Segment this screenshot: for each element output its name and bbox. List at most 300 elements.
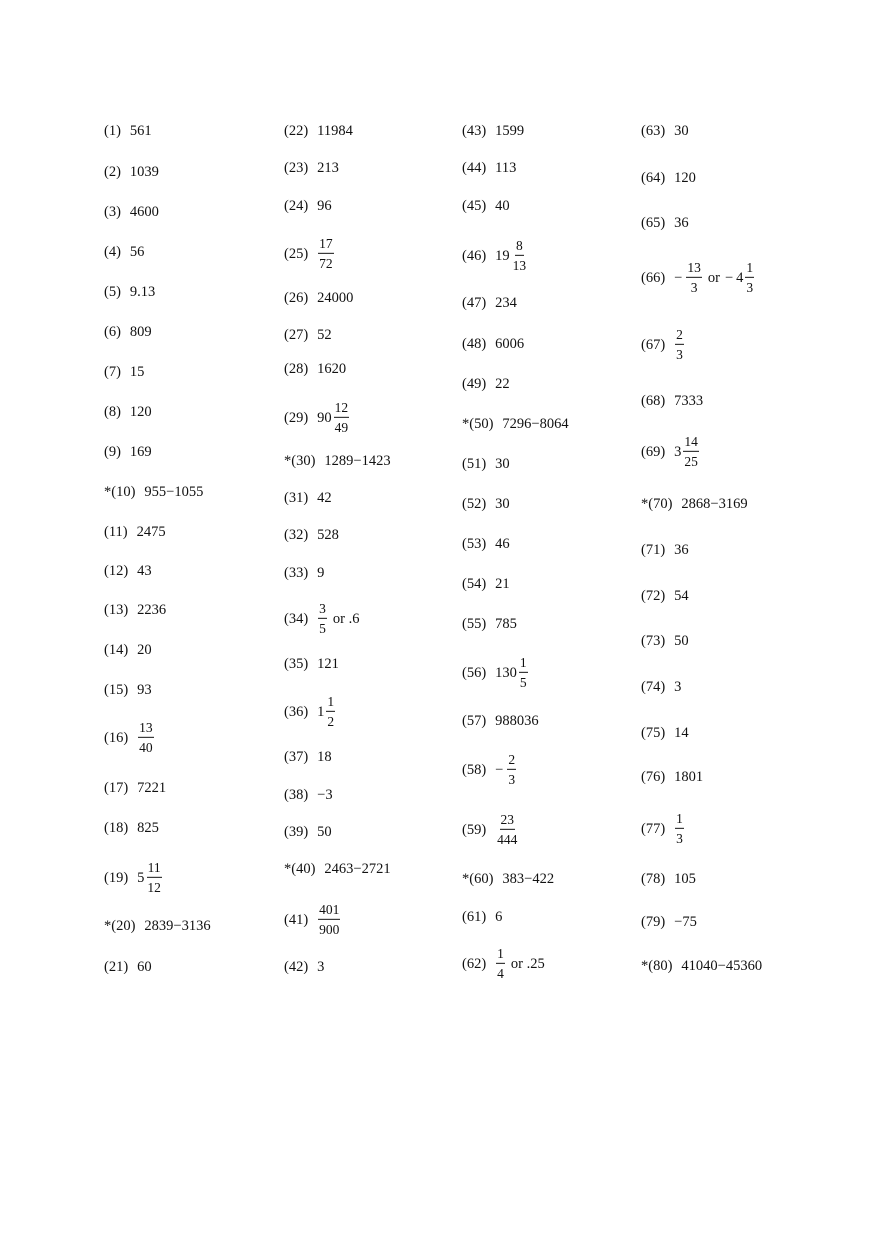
decimal-alternative: or .25: [510, 955, 545, 972]
answer-entry: [104, 325, 152, 340]
fraction: [138, 721, 154, 755]
question-number: (35): [284, 655, 309, 672]
fraction-value: [725, 261, 755, 295]
answer-entry: [284, 960, 324, 975]
question-number: (33): [284, 564, 309, 581]
answer-value: 15: [129, 363, 145, 380]
answer-value: 30: [495, 495, 510, 512]
answer-entry: [641, 394, 703, 409]
answer-value: 1039: [129, 163, 159, 180]
question-number: (27): [284, 326, 309, 343]
fraction-denominator: 3: [746, 280, 754, 295]
question-number: (48): [462, 335, 487, 352]
question-number: (69): [641, 443, 666, 460]
answer-entry: [641, 812, 685, 846]
answer-entry: [284, 657, 339, 672]
question-number: (74): [641, 678, 666, 695]
fraction-whole-part: 1: [317, 703, 325, 720]
answer-value: 1289−1423: [324, 452, 391, 469]
question-number: *(80): [641, 957, 673, 974]
question-number: (55): [462, 615, 487, 632]
answer-value: 4600: [129, 203, 159, 220]
fraction: [318, 903, 340, 937]
question-number: (63): [641, 122, 666, 139]
answer-entry: [104, 245, 144, 260]
answer-entry: [104, 405, 152, 420]
or-separator: or: [707, 269, 720, 286]
question-number: (66): [641, 269, 666, 286]
question-number: (37): [284, 748, 309, 765]
negative-sign: −: [724, 269, 734, 286]
answer-entry: [104, 165, 159, 180]
fraction: [496, 947, 505, 981]
fraction-value: [317, 903, 341, 937]
answer-value: 561: [129, 122, 152, 139]
fraction-value: [495, 753, 517, 787]
answer-value: 14: [674, 724, 689, 741]
answer-entry: [284, 566, 324, 581]
answer-value: 988036: [495, 712, 539, 729]
answer-entry: [462, 910, 502, 925]
fraction-denominator: 5: [519, 675, 527, 690]
fraction-numerator: 17: [318, 237, 334, 254]
answer-entry: [641, 124, 689, 139]
answer-entry: [462, 337, 524, 352]
answer-entry: [462, 656, 529, 690]
question-number: (12): [104, 562, 129, 579]
answer-entry: [462, 457, 510, 472]
answer-entry: [462, 537, 510, 552]
fraction-denominator: 444: [497, 832, 518, 847]
question-number: (42): [284, 958, 309, 975]
answer-entry: [104, 821, 159, 836]
fraction: [675, 328, 684, 362]
question-number: (67): [641, 336, 666, 353]
question-number: (11): [104, 523, 128, 540]
answer-entry: [462, 577, 510, 592]
fraction: [334, 401, 350, 435]
answer-entry: [284, 903, 341, 937]
question-number: (9): [104, 443, 121, 460]
answer-value: 105: [674, 870, 696, 887]
answer-value: 9: [317, 564, 325, 581]
question-number: (65): [641, 214, 666, 231]
question-number: (2): [104, 163, 121, 180]
question-number: (62): [462, 955, 487, 972]
question-number: (41): [284, 911, 309, 928]
question-number: (72): [641, 587, 666, 604]
answer-value: 9.13: [129, 283, 156, 300]
answer-entry: [104, 485, 203, 500]
answer-value: 42: [317, 489, 332, 506]
fraction-denominator: 40: [139, 740, 153, 755]
question-number: (73): [641, 632, 666, 649]
answer-value: 120: [129, 403, 152, 420]
fraction-value: [317, 237, 335, 271]
answer-value: 2839−3136: [144, 917, 211, 934]
fraction-numerator: 12: [334, 401, 350, 418]
fraction-value: [674, 328, 685, 362]
question-number: (26): [284, 289, 309, 306]
answer-entry: [284, 199, 332, 214]
answer-entry: [284, 291, 353, 306]
answer-value: 7221: [137, 779, 167, 796]
answer-entry: [641, 328, 685, 362]
question-number: *(30): [284, 452, 316, 469]
fraction-whole-part: 4: [736, 269, 744, 286]
fraction: [496, 813, 518, 847]
answer-entry: [104, 781, 166, 796]
answer-entry: [462, 813, 519, 847]
question-number: (44): [462, 159, 487, 176]
question-number: (54): [462, 575, 487, 592]
question-number: (5): [104, 283, 121, 300]
fraction-value: [674, 812, 685, 846]
fraction-numerator: 2: [675, 328, 684, 345]
answer-value: 24000: [317, 289, 354, 306]
fraction-denominator: 3: [676, 831, 683, 846]
answer-entry: [641, 915, 697, 930]
question-number: *(20): [104, 917, 136, 934]
fraction: [326, 695, 335, 729]
question-number: (7): [104, 363, 121, 380]
question-number: (36): [284, 703, 309, 720]
question-number: (76): [641, 768, 666, 785]
question-number: *(60): [462, 870, 494, 887]
answer-entry: [462, 947, 550, 981]
answer-entry: [284, 362, 346, 377]
answer-value: 93: [137, 681, 152, 698]
fraction-denominator: 900: [319, 922, 340, 937]
answer-entry: [462, 714, 539, 729]
negative-sign: −: [495, 761, 504, 778]
answer-value: 21: [495, 575, 510, 592]
answer-entry: [104, 960, 152, 975]
answer-value: 6: [495, 908, 503, 925]
answer-value: 36: [674, 541, 689, 558]
answer-value: 2236: [137, 601, 167, 618]
question-number: (34): [284, 610, 309, 627]
answer-entry: [104, 564, 152, 579]
fraction-numerator: 3: [318, 602, 327, 619]
answer-entry: [104, 285, 155, 300]
fraction-denominator: 3: [676, 347, 683, 362]
question-number: *(10): [104, 483, 136, 500]
fraction-whole-part: 3: [674, 443, 682, 460]
answer-entry: [284, 454, 391, 469]
answer-value: −3: [317, 786, 333, 803]
question-number: (22): [284, 122, 309, 139]
fraction-value: [495, 947, 506, 981]
answer-entry: [104, 365, 144, 380]
fraction-whole-part: 130: [495, 664, 517, 681]
fraction-value: [495, 239, 528, 273]
question-number: *(70): [641, 495, 673, 512]
answer-entry: [641, 261, 755, 295]
fraction-value: [495, 813, 519, 847]
fraction-denominator: 3: [690, 280, 698, 295]
answer-value: 22: [495, 375, 510, 392]
fraction-value: [137, 861, 163, 895]
question-number: (14): [104, 641, 129, 658]
answer-value: 60: [137, 958, 152, 975]
answer-entry: [462, 161, 516, 176]
fraction: [512, 239, 528, 273]
answer-entry: [104, 205, 159, 220]
answer-entry: [641, 634, 689, 649]
question-number: (58): [462, 761, 487, 778]
fraction-value: [317, 695, 336, 729]
fraction-denominator: 2: [327, 714, 335, 729]
fraction-value: [317, 401, 350, 435]
question-number: (17): [104, 779, 129, 796]
question-number: (8): [104, 403, 121, 420]
fraction-denominator: 72: [319, 256, 333, 271]
answer-value: 36: [674, 214, 689, 231]
answer-value: 30: [674, 122, 689, 139]
question-number: (23): [284, 159, 309, 176]
fraction-numerator: 401: [318, 903, 340, 920]
answer-entry: [641, 589, 689, 604]
question-number: (64): [641, 169, 666, 186]
answer-value: 955−1055: [144, 483, 204, 500]
question-number: (43): [462, 122, 487, 139]
fraction-value: [495, 656, 529, 690]
question-number: (56): [462, 664, 487, 681]
answer-entry: [104, 683, 152, 698]
question-number: (18): [104, 819, 129, 836]
question-number: (1): [104, 122, 121, 139]
answer-entry: [104, 919, 211, 934]
answer-entry: [641, 770, 703, 785]
answer-entry: [104, 445, 152, 460]
answer-entry: [641, 959, 762, 974]
negative-sign: −: [674, 269, 683, 286]
question-number: (53): [462, 535, 487, 552]
question-number: (32): [284, 526, 309, 543]
question-number: *(50): [462, 415, 494, 432]
fraction-denominator: 4: [497, 966, 504, 981]
fraction: [146, 861, 162, 895]
answer-entry: [104, 643, 152, 658]
fraction: [686, 261, 702, 295]
answer-entry: [284, 528, 339, 543]
question-number: *(40): [284, 860, 316, 877]
answer-entry: [104, 603, 166, 618]
fraction-value: [317, 602, 328, 636]
answer-value: 785: [495, 615, 517, 632]
answer-value: 30: [495, 455, 510, 472]
question-number: (13): [104, 601, 129, 618]
answer-value: 50: [317, 823, 332, 840]
answer-value: 41040−45360: [681, 957, 763, 974]
fraction-denominator: 49: [334, 420, 349, 435]
answer-entry: [641, 435, 700, 469]
answer-value: 213: [317, 159, 339, 176]
fraction-numerator: 1: [745, 261, 754, 278]
fraction-numerator: 2: [507, 753, 516, 770]
answer-entry: [284, 825, 332, 840]
question-number: (39): [284, 823, 309, 840]
answer-entry: [462, 497, 510, 512]
question-number: (78): [641, 870, 666, 887]
answer-value: 234: [495, 294, 517, 311]
question-number: (21): [104, 958, 129, 975]
answer-entry: [284, 161, 339, 176]
decimal-alternative: or .6: [332, 610, 360, 627]
answer-entry: [284, 750, 332, 765]
answer-value: 11984: [317, 122, 353, 139]
answer-value: 56: [129, 243, 145, 260]
question-number: (61): [462, 908, 487, 925]
fraction-numerator: 13: [138, 721, 154, 738]
question-number: (52): [462, 495, 487, 512]
answer-value: 169: [129, 443, 152, 460]
question-number: (3): [104, 203, 121, 220]
answer-entry: [284, 695, 336, 729]
fraction-whole-part: 5: [137, 869, 145, 886]
question-number: (47): [462, 294, 487, 311]
question-number: (24): [284, 197, 309, 214]
answer-value: 96: [317, 197, 332, 214]
question-number: (25): [284, 245, 309, 262]
question-number: (79): [641, 913, 666, 930]
answer-entry: [641, 872, 696, 887]
answer-entry: [284, 328, 332, 343]
fraction-value: [674, 261, 703, 295]
answer-value: 121: [317, 655, 339, 672]
answer-entry: [284, 491, 332, 506]
answer-value: 7333: [674, 392, 704, 409]
answer-value: 1599: [495, 122, 525, 139]
answer-entry: [104, 525, 166, 540]
answer-entry: [462, 417, 569, 432]
fraction: [519, 656, 528, 690]
fraction-denominator: 13: [512, 258, 527, 273]
question-number: (75): [641, 724, 666, 741]
answer-entry: [641, 726, 689, 741]
answer-value: 18: [317, 748, 332, 765]
answer-entry: [284, 237, 335, 271]
answer-entry: [284, 602, 365, 636]
answer-value: 809: [129, 323, 152, 340]
question-number: (19): [104, 869, 129, 886]
answer-entry: [284, 401, 350, 435]
answer-entry: [462, 753, 517, 787]
fraction-numerator: 1: [326, 695, 335, 712]
question-number: (46): [462, 247, 487, 264]
fraction: [683, 435, 699, 469]
question-number: (15): [104, 681, 129, 698]
answer-entry: [641, 543, 689, 558]
answer-value: 6006: [495, 335, 525, 352]
answer-entry: [284, 862, 391, 877]
answer-entry: [284, 788, 333, 803]
question-number: (4): [104, 243, 121, 260]
answer-entry: [462, 617, 517, 632]
answer-entry: [462, 296, 517, 311]
answer-entry: [462, 199, 510, 214]
question-number: (71): [641, 541, 666, 558]
answer-value: 52: [317, 326, 332, 343]
fraction-denominator: 25: [684, 454, 698, 469]
answer-value: 54: [674, 587, 689, 604]
question-number: (77): [641, 820, 666, 837]
answer-value: 825: [137, 819, 159, 836]
fraction: [745, 261, 754, 295]
fraction: [318, 237, 334, 271]
answer-value: 2868−3169: [681, 495, 748, 512]
answer-value: 40: [495, 197, 510, 214]
answer-value: 113: [495, 159, 517, 176]
fraction-denominator: 5: [319, 621, 326, 636]
answer-value: 2463−2721: [324, 860, 391, 877]
answer-value: 3: [674, 678, 682, 695]
fraction-numerator: 1: [496, 947, 505, 964]
answer-entry: [462, 872, 554, 887]
fraction-whole-part: 90: [317, 409, 332, 426]
answer-value: 528: [317, 526, 339, 543]
fraction-numerator: 14: [683, 435, 699, 452]
answer-entry: [104, 721, 155, 755]
answer-value: 3: [317, 958, 325, 975]
fraction: [675, 812, 684, 846]
answer-value: 2475: [136, 523, 166, 540]
question-number: (45): [462, 197, 487, 214]
fraction-numerator: 8: [515, 239, 524, 256]
answer-entry: [462, 124, 524, 139]
answer-value: 1801: [674, 768, 704, 785]
fraction-numerator: 23: [500, 813, 516, 830]
answer-entry: [641, 497, 748, 512]
question-number: (59): [462, 821, 487, 838]
answer-value: 20: [137, 641, 152, 658]
question-number: (28): [284, 360, 309, 377]
answer-entry: [641, 171, 696, 186]
fraction: [318, 602, 327, 636]
question-number: (57): [462, 712, 487, 729]
fraction-numerator: 1: [675, 812, 684, 829]
answer-value: 1620: [317, 360, 347, 377]
question-number: (49): [462, 375, 487, 392]
question-number: (16): [104, 729, 129, 746]
fraction-numerator: 13: [686, 261, 702, 278]
fraction-numerator: 11: [147, 861, 162, 878]
fraction-denominator: 3: [508, 772, 516, 787]
question-number: (6): [104, 323, 121, 340]
answer-entry: [641, 216, 689, 231]
fraction-whole-part: 19: [495, 247, 510, 264]
answer-value: 50: [674, 632, 689, 649]
answer-entry: [104, 124, 152, 139]
answer-entry: [462, 377, 510, 392]
answer-value: 383−422: [502, 870, 555, 887]
fraction-value: [137, 721, 155, 755]
fraction-denominator: 12: [147, 880, 161, 895]
question-number: (38): [284, 786, 309, 803]
fraction: [507, 753, 516, 787]
answer-entry: [284, 124, 353, 139]
answer-value: 120: [674, 169, 696, 186]
fraction-numerator: 1: [519, 656, 528, 673]
question-number: (51): [462, 455, 487, 472]
question-number: (31): [284, 489, 309, 506]
fraction-value: [674, 435, 700, 469]
question-number: (29): [284, 409, 309, 426]
answer-value: 46: [495, 535, 510, 552]
answer-entry: [641, 680, 681, 695]
answer-value: 43: [137, 562, 152, 579]
